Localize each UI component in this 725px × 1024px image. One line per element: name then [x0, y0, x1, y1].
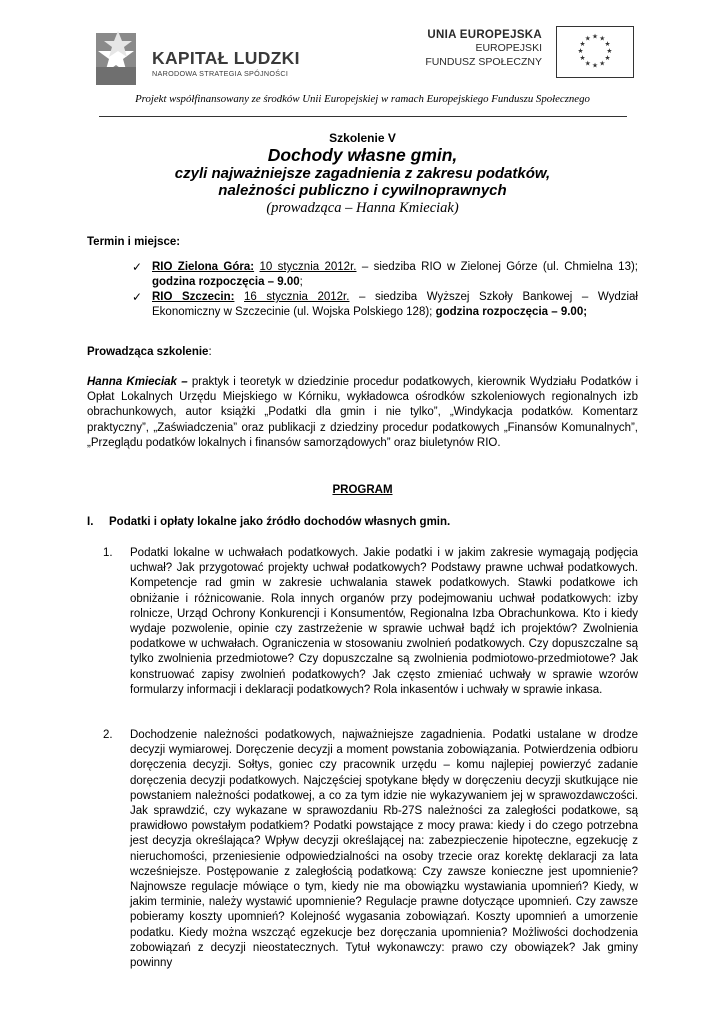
svg-text:★: ★ [604, 39, 611, 48]
check-icon: ✓ [132, 260, 143, 274]
kapital-ludzki-star-icon [94, 27, 140, 87]
svg-text:★: ★ [579, 54, 586, 63]
check-icon: ✓ [132, 290, 143, 304]
point-number: 2. [103, 729, 113, 741]
program-heading: PROGRAM [332, 484, 393, 496]
svg-text:★: ★ [591, 61, 599, 70]
schedule-desc: – siedziba Wyższej Szkoły Bankowej – Wydział Ekonomiczny w Szczecinie (ul. Wojska Polskiego 128); [152, 291, 638, 319]
svg-text:★: ★ [584, 34, 591, 43]
eu-flag-icon [556, 26, 634, 78]
trainer-heading-colon: : [208, 346, 212, 358]
section-number: I. [87, 516, 94, 528]
program-point-2: Dochodzenie należności podatkowych, najważniejsze zagadnienia. Podatki ustalane w drodze decyzji wymiarowej. Doręczenie decyzji a moment powstania zobowiązania. Potwierdzenia odbioru doręczenia decyzji. Sołtys, goniec czy pracownik urzędu – komu najlepiej powierzyć zadanie doręczenia decyzji podatkowych. Najczęściej spotykane błędy w doręczeniu decyzji skutkujące nie powstaniem należności podatkowej, a co za tym idzie nie wykazywaniem jej w sprawozdawczości. Jak sprawdzić, czy wykazane w sprawozdaniu Rb-27S należności za zaległości podatkowe, są prawidłowo powstałym podatkiem? Podatki powstające z mocy prawa: kiedy i do czego potrzebna jest decyzja określająca? Wpływ decyzji określającej na: zabezpieczenie hipoteczne, egzekucję z nieruchomości, przeniesienie odpowiedzialności na osoby trzecie oraz korektę deklaracji za lata wcześniejsze. Postępowanie z zaległością podatkową: Czy zawsze konieczne jest upomnienie? Najnowsze regulacje mówiące o tym, kiedy nie ma obowiązku wystawiania upomnień? Kiedy, w jakim terminie, należy wystawić upomnienie? Regulacje prawne dotyczące upomnień. Czy zawsze pobieramy koszty upomnień? Kolejność wygasania zobowiązań. Koszty upomnień a umorzenie podatku. Kiedy można wszcząć egzekucje bez doręczania upomnienia? Możliwości dochodzenia zobowiązań z decyzji nieostatecznych. Tytuł wykonawczy: prawo czy obowiązek? Jak gminy powinny [130, 729, 638, 970]
trainer-name: Hanna Kmieciak – [87, 376, 188, 388]
eu-line-2: EUROPEJSKI [475, 42, 542, 54]
training-subtitle-1: czyli najważniejsze zagadnienia z zakresu podatków, [174, 165, 551, 182]
svg-text:★: ★ [577, 46, 584, 55]
trainer-heading-label: Prowadząca szkolenie [87, 346, 209, 358]
schedule-place: RIO Zielona Góra: [152, 261, 255, 273]
schedule-time: godzina rozpoczęcia – 9.00; [435, 306, 588, 319]
kapital-ludzki-subtitle: NARODOWA STRATEGIA SPÓJNOŚCI [152, 69, 289, 78]
schedule-item-szczecin [152, 290, 638, 320]
svg-text:★: ★ [584, 59, 591, 68]
eu-line-1: UNIA EUROPEJSKA [427, 29, 542, 41]
schedule-end: ; [299, 276, 303, 289]
trainer-bio-text: praktyk i teoretyk w dziedzinie procedur podatkowych, kierownik Wydziału Podatków i Opłat Lokalnych Urzędu Miejskiego w Kórniku, wykładowca ośrodków szkoleniowych regionalnych izb obrachunkowych, autor książki „Podatki dla gmin i nie tylko”, „Windykacja podatków. Komentarz praktyczny”, „Zaświadczenia” oraz publikacji z dziedziny procedur podatkowych „Finansów Komunalnych”, „Przeglądu podatków lokalnych i finansów samorządowych” oraz biuletynów RIO. [87, 376, 638, 449]
svg-text:★: ★ [599, 59, 606, 68]
schedule-place: RIO Szczecin: [152, 291, 235, 303]
schedule-desc: – siedziba RIO w Zielonej Górze (ul. Chmielna 13); [356, 261, 638, 273]
training-number: Szkolenie V [329, 131, 396, 145]
schedule-date: 16 stycznia 2012r. [244, 291, 350, 303]
schedule-time: godzina rozpoczęcia – 9.00 [152, 276, 300, 289]
svg-text:★: ★ [591, 32, 599, 41]
point-number: 1. [103, 547, 113, 559]
trainer-heading [87, 345, 212, 360]
schedule-date: 10 stycznia 2012r. [259, 261, 357, 273]
kapital-ludzki-logo [94, 27, 324, 87]
svg-text:★: ★ [604, 54, 611, 63]
cofunding-note: Projekt współfinansowany ze środków Unii Europejskiej w ramach Europejskiego Funduszu Społecznego [135, 93, 590, 105]
training-lecturer: (prowadząca – Hanna Kmieciak) [266, 200, 459, 216]
svg-text:★: ★ [606, 46, 613, 55]
schedule-heading: Termin i miejsce: [87, 236, 181, 248]
svg-text:★: ★ [599, 34, 606, 43]
eu-line-3: FUNDUSZ SPOŁECZNY [425, 56, 542, 68]
trainer-bio [87, 375, 638, 451]
section-title: Podatki i opłaty lokalne jako źródło dochodów własnych gmin. [109, 516, 451, 528]
schedule-item-zielona-gora [152, 260, 638, 290]
training-subtitle-2: należności publiczno i cywilnoprawnych [218, 182, 507, 199]
header-divider [99, 116, 627, 117]
svg-text:★: ★ [579, 39, 586, 48]
training-title: Dochody własne gmin, [267, 145, 458, 165]
eu-logo-text [425, 29, 542, 69]
title-block [60, 131, 665, 217]
program-point-1: Podatki lokalne w uchwałach podatkowych. Jakie podatki i w jakim zakresie wymagają podjęcia uchwał? Jak przygotować projekty uchwał podatkowych? Podstawy prawne uchwał podatkowych. Kompetencje rad gmin w zakresie uchwalania stawek podatkowych. Stawki podatkowe ich obniżanie i różnicowanie. Rola innych organów przy podejmowaniu uchwał podatkowych: izby rolnicze, Urząd Ochrony Konkurencji i Konsumentów, Regionalna Izba Obrachunkowa. Kto i kiedy wydaje pozwolenie, opinie czy zastrzeżenie w sprawie uchwał bądź ich projektów? Zwolnienia podatkowe w uchwałach. Ograniczenia w stosowaniu zwolnień podatkowych. Czy dopuszczalne są tylko zwolnienia przedmiotowe? Czy dopuszczalne są zwolnienia podmiotowo-przedmiotowe? Jak konstruować zapisy zwolnień podatkowych? Jak często zmieniać uchwały w sprawie wzorów formularzy informacji i deklaracji podatkowych? Rola inkasentów i uchwały w sprawie inkasa. [130, 547, 638, 696]
kapital-ludzki-title: KAPITAŁ LUDZKI [152, 48, 300, 68]
